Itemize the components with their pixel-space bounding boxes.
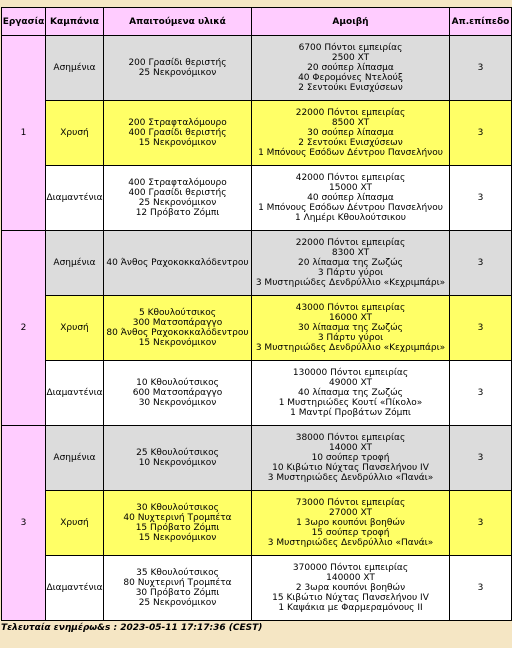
reward: 42000 Πόντοι εμπειρίας 15000 XT 40 σούπερ λίπασμα 1 Μπόνους Εσόδων Δέντρου Πανσελήνου 1 Λημέρι Κθουλούτσικου <box>252 166 450 231</box>
required-level: 3 <box>450 231 512 296</box>
last-updated: Τελευταία ενημέρω&s : 2023-05-11 17:17:36 (CEST) <box>1 623 263 633</box>
required-level: 3 <box>450 361 512 426</box>
table-row <box>2 36 512 101</box>
required-materials: 200 Στραφταλόμουρο 400 Γρασίδι θεριστής 15 Νεκρονόμικον <box>104 101 252 166</box>
reward: 73000 Πόντοι εμπειρίας 27000 XT 1 3ωρο κουπόνι βοηθών 15 σούπερ τροφή 3 Μυστηριώδες Δενδρύλλιο «Πανάι» <box>252 491 450 556</box>
table-row <box>2 166 512 231</box>
campaign-name: Ασημένια <box>46 36 104 101</box>
reward: 6700 Πόντοι εμπειρίας 2500 XT 20 σούπερ λίπασμα 40 Φερομόνες Ντελούξ 2 Σεντούκι Ενισχύσεων <box>252 36 450 101</box>
header-task: Εργασία <box>2 8 46 36</box>
required-materials: 5 Κθουλούτσικος 300 Ματσοπάραγγο 80 Άνθος Ραχοκοκκαλόδεντρου 15 Νεκρονόμικον <box>104 296 252 361</box>
required-level: 3 <box>450 36 512 101</box>
table-row <box>2 361 512 426</box>
campaign-name: Διαμαντένια <box>46 556 104 621</box>
required-level: 3 <box>450 426 512 491</box>
campaign-name: Χρυσή <box>46 101 104 166</box>
campaign-table <box>1 7 512 621</box>
required-materials: 400 Στραφταλόμουρο 400 Γρασίδι θεριστής 25 Νεκρονόμικον 12 Πρόβατο Ζόμπι <box>104 166 252 231</box>
table-row <box>2 101 512 166</box>
table-row <box>2 556 512 621</box>
table-row <box>2 426 512 491</box>
campaign-name: Ασημένια <box>46 231 104 296</box>
header-reward: Αμοιβή <box>252 8 450 36</box>
campaign-name: Χρυσή <box>46 491 104 556</box>
required-level: 3 <box>450 101 512 166</box>
campaign-name: Διαμαντένια <box>46 166 104 231</box>
required-materials: 40 Άνθος Ραχοκοκκαλόδεντρου <box>104 231 252 296</box>
required-materials: 25 Κθουλούτσικος 10 Νεκρονόμικον <box>104 426 252 491</box>
task-number: 3 <box>2 426 46 621</box>
task-number: 1 <box>2 36 46 231</box>
campaign-name: Ασημένια <box>46 426 104 491</box>
reward: 130000 Πόντοι εμπειρίας 49000 XT 40 λίπασμα της Ζωζώς 1 Μυστηριώδες Κουτί «Πίκολο» 1 Μαντρί Προβάτων Ζόμπι <box>252 361 450 426</box>
header-row <box>2 8 512 36</box>
table-row <box>2 231 512 296</box>
reward: 22000 Πόντοι εμπειρίας 8300 XT 20 λίπασμα της Ζωζώς 3 Πάρτυ γύροι 3 Μυστηριώδες Δενδρύλλιο «Κεχριμπάρι» <box>252 231 450 296</box>
required-level: 3 <box>450 296 512 361</box>
table-row <box>2 491 512 556</box>
required-level: 3 <box>450 491 512 556</box>
header-level: Απ.επίπεδο <box>450 8 512 36</box>
header-materials: Απαιτούμενα υλικά <box>104 8 252 36</box>
required-materials: 35 Κθουλούτσικος 80 Νυχτερινή Τρομπέτα 30 Πρόβατο Ζόμπι 25 Νεκρονόμικον <box>104 556 252 621</box>
header-campaign: Καμπάνια <box>46 8 104 36</box>
required-materials: 10 Κθουλούτσικος 600 Ματσοπάραγγο 30 Νεκρονόμικον <box>104 361 252 426</box>
reward: 370000 Πόντοι εμπειρίας 140000 XT 2 3ωρα κουπόνι βοηθών 15 Κιβώτιο Νύχτας Πανσελήνου IV 1 Καψάκια με Φαρμεραμόνους II <box>252 556 450 621</box>
reward: 43000 Πόντοι εμπειρίας 16000 XT 30 λίπασμα της Ζωζώς 3 Πάρτυ γύροι 3 Μυστηριώδες Δενδρύλλιο «Κεχριμπάρι» <box>252 296 450 361</box>
table-row <box>2 296 512 361</box>
reward: 22000 Πόντοι εμπειρίας 8500 XT 30 σούπερ λίπασμα 2 Σεντούκι Ενισχύσεων 1 Μπόνους Εσόδων Δέντρου Πανσελήνου <box>252 101 450 166</box>
required-materials: 30 Κθουλούτσικος 40 Νυχτερινή Τρομπέτα 15 Πρόβατο Ζόμπι 15 Νεκρονόμικον <box>104 491 252 556</box>
task-number: 2 <box>2 231 46 426</box>
required-level: 3 <box>450 166 512 231</box>
reward: 38000 Πόντοι εμπειρίας 14000 XT 10 σούπερ τροφή 10 Κιβώτιο Νύχτας Πανσελήνου IV 3 Μυστηριώδες Δενδρύλλιο «Πανάι» <box>252 426 450 491</box>
campaign-name: Χρυσή <box>46 296 104 361</box>
required-level: 3 <box>450 556 512 621</box>
campaign-name: Διαμαντένια <box>46 361 104 426</box>
required-materials: 200 Γρασίδι θεριστής 25 Νεκρονόμικον <box>104 36 252 101</box>
